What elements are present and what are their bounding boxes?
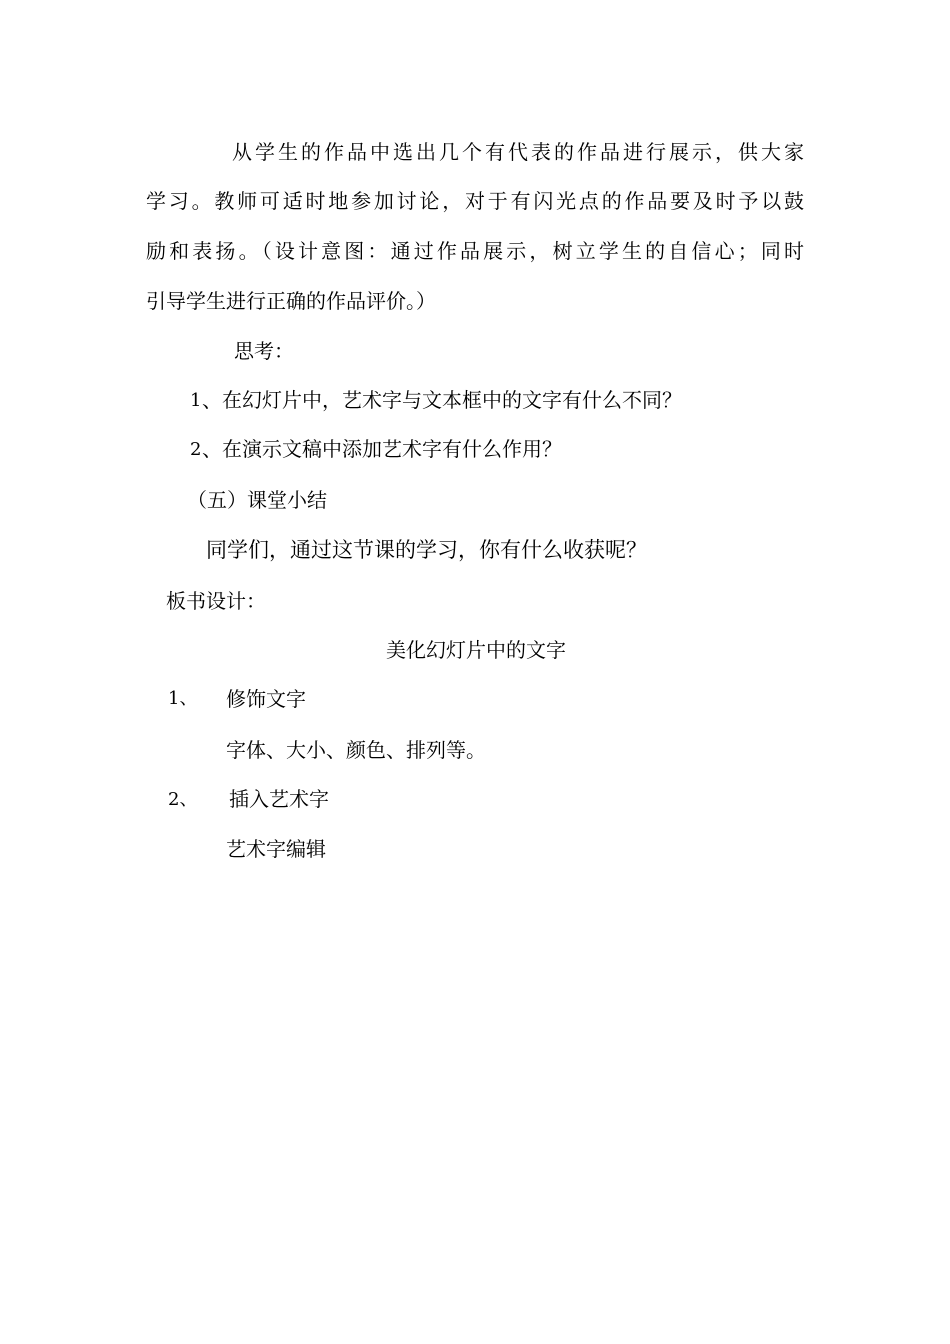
paragraph-line-2: 学习。教师可适时地参加讨论，对于有闪光点的作品要及时予以鼓 [146, 189, 804, 213]
board-item-label: 修饰文字 [226, 687, 306, 711]
paragraph-line-4: 引导学生进行正确的作品评价。） [146, 289, 436, 313]
board-title: 美化幻灯片中的文字 [386, 638, 566, 662]
board-item-label: 插入艺术字 [229, 787, 329, 811]
summary-question: 同学们，通过这节课的学习，你有什么收获呢？ [206, 538, 647, 562]
question-text: 、在幻灯片中，艺术字与文本框中的文字有什么不同？ [202, 388, 682, 412]
board-item-detail: 字体、大小、颜色、排列等。 [226, 738, 486, 762]
question-text: 、在演示文稿中添加艺术字有什么作用？ [202, 437, 562, 461]
thinking-heading: 思考： [234, 339, 294, 363]
question-number: 2 [190, 439, 202, 460]
board-item-number: 1、 [168, 688, 198, 709]
board-item-detail: 艺术字编辑 [226, 837, 326, 861]
summary-heading: （五）课堂小结 [187, 488, 327, 512]
paragraph-line-3: 励和表扬。（设计意图：通过作品展示，树立学生的自信心；同时 [146, 239, 804, 263]
board-item-number: 2、 [168, 789, 198, 810]
question-number: 1 [190, 390, 202, 411]
paragraph-line-1: 从学生的作品中选出几个有代表的作品进行展示，供大家 [232, 140, 804, 164]
board-heading: 板书设计： [166, 589, 266, 613]
